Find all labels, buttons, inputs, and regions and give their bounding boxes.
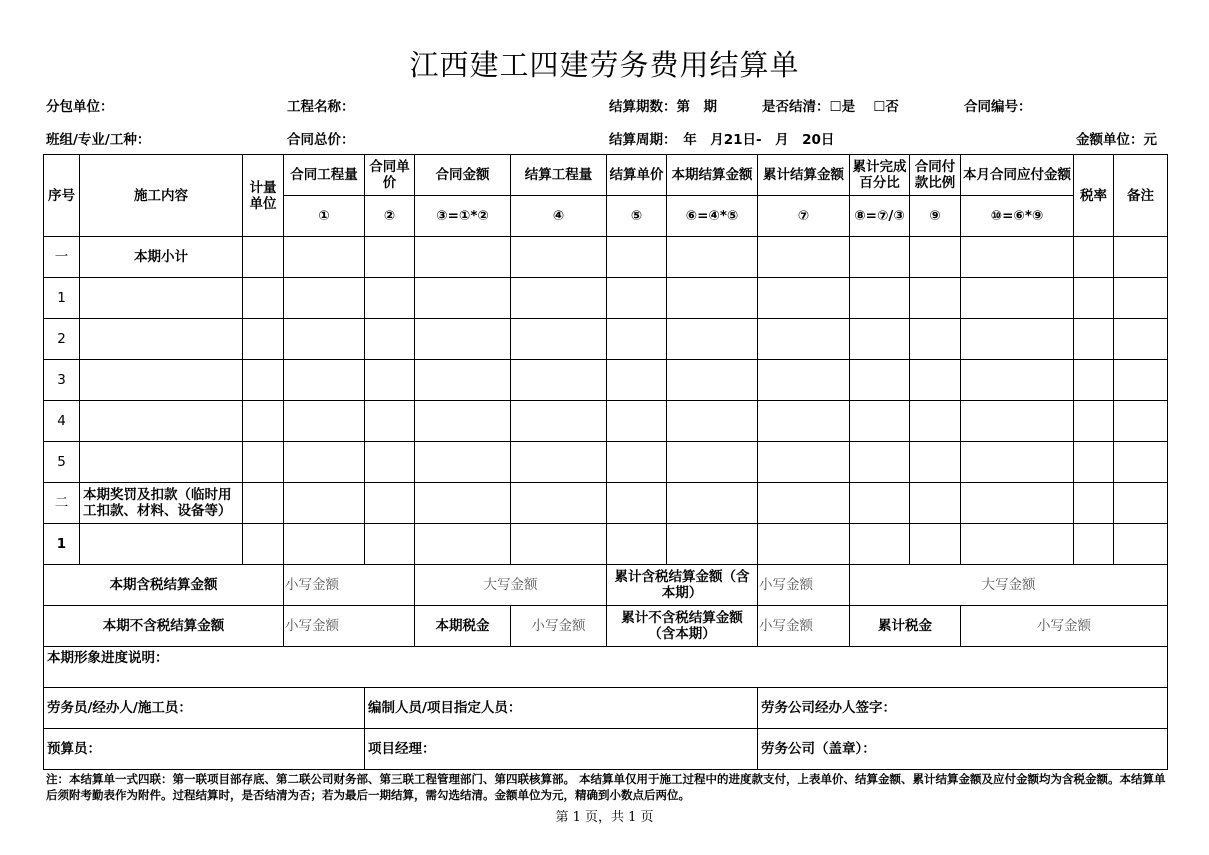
footnote: 注：本结算单一式四联：第一联项目部存底、第二联公司财务部、第三联工程管理部门、第四联核算部。 本结算单仅用于施工过程中的进度款支付，上表单价、结算金额、累计结算金额及应付金额均为含税金额。本结算单后须附考勤表作为附件。过程结算时，是否结清为否；若为最后一期结算，需勾选结清。金额单位为元，精确到小数点后两位。	[46, 772, 1166, 802]
formula-contract-amount: ③=①*②	[415, 196, 511, 237]
header-seq: 序号	[44, 155, 80, 237]
row-seq: 4	[44, 401, 80, 442]
formula-cum-pct: ⑧=⑦/③	[850, 196, 910, 237]
signature-row-2	[44, 729, 1168, 770]
cum-tax-label: 累计税金	[850, 606, 961, 647]
tax-incl-small-amount: 小写金额	[284, 565, 415, 606]
header-contract-amount: 合同金额	[415, 155, 511, 196]
formula-contract-price: ②	[365, 196, 415, 237]
project-name-label: 工程名称：	[287, 99, 355, 115]
cum-tax-small-amount: 小写金额	[961, 606, 1168, 647]
row-content: 本期奖罚及扣款（临时用工扣款、材料、设备等）	[80, 483, 243, 524]
formula-month-payable: ⑩=⑥*⑨	[961, 196, 1074, 237]
compiler-label: 编制人员/项目指定人员：	[365, 688, 758, 729]
row-content	[80, 401, 243, 442]
header-cum-amount: 累计结算金额	[758, 155, 850, 196]
team-label: 班组/专业/工种：	[46, 132, 151, 148]
row-content: 本期小计	[80, 237, 243, 278]
cum-tax-incl-big-amount: 大写金额	[850, 565, 1168, 606]
table-row	[44, 360, 1168, 401]
budget-staff-label: 预算员：	[44, 729, 365, 770]
labor-staff-label: 劳务员/经办人/施工员：	[44, 688, 365, 729]
header-cum-pct: 累计完成百分比	[850, 155, 910, 196]
header-content: 施工内容	[80, 155, 243, 237]
header-contract-price: 合同单价	[365, 155, 415, 196]
header-remark: 备注	[1114, 155, 1168, 237]
period-count-label: 结算期数：第 期	[609, 99, 717, 115]
table-row	[44, 237, 1168, 278]
header-month-payable: 本月合同应付金额	[961, 155, 1074, 196]
page-number: 第 1 页，共 1 页	[555, 810, 654, 825]
row-content	[80, 524, 243, 565]
project-manager-label: 项目经理：	[365, 729, 758, 770]
table-row	[44, 524, 1168, 565]
row-seq: 二	[44, 483, 80, 524]
formula-settle-price: ⑤	[607, 196, 667, 237]
subcontract-unit-label: 分包单位：	[46, 99, 114, 115]
table-row	[44, 483, 1168, 524]
table-row	[44, 442, 1168, 483]
row-seq: 5	[44, 442, 80, 483]
labor-company-seal-label: 劳务公司（盖章）：	[758, 729, 1168, 770]
formula-contract-qty: ①	[284, 196, 365, 237]
progress-row	[44, 647, 1168, 688]
header-pay-ratio: 合同付款比例	[910, 155, 961, 196]
table-row	[44, 401, 1168, 442]
progress-label: 本期形象进度说明：	[44, 647, 1168, 688]
tax-incl-label: 本期含税结算金额	[44, 565, 284, 606]
labor-company-handler-label: 劳务公司经办人签字：	[758, 688, 1168, 729]
header-contract-qty: 合同工程量	[284, 155, 365, 196]
formula-settle-qty: ④	[511, 196, 607, 237]
row-seq: 1	[44, 524, 80, 565]
tax-excl-small-amount: 小写金额	[284, 606, 415, 647]
document-title: 江西建工四建劳务费用结算单	[409, 48, 800, 82]
period-tax-small-amount: 小写金额	[511, 606, 607, 647]
table-row	[44, 278, 1168, 319]
row-seq: 一	[44, 237, 80, 278]
formula-period-amount: ⑥=④*⑤	[667, 196, 758, 237]
signature-row-1	[44, 688, 1168, 729]
row-content	[80, 442, 243, 483]
cum-tax-incl-label: 累计含税结算金额（含本期）	[607, 565, 758, 606]
cum-tax-incl-small-amount: 小写金额	[758, 565, 850, 606]
summary-row-tax-incl	[44, 565, 1168, 606]
contract-no-label: 合同编号：	[964, 99, 1032, 115]
header-unit: 计量单位	[243, 155, 284, 237]
header-settle-qty: 结算工程量	[511, 155, 607, 196]
row-seq: 2	[44, 319, 80, 360]
formula-pay-ratio: ⑨	[910, 196, 961, 237]
period-tax-label: 本期税金	[415, 606, 511, 647]
header-tax-rate: 税率	[1074, 155, 1114, 237]
cum-tax-excl-label: 累计不含税结算金额（含本期）	[607, 606, 758, 647]
settlement-table	[43, 154, 1168, 770]
header-period-amount: 本期结算金额	[667, 155, 758, 196]
currency-unit-label: 金额单位：元	[1076, 132, 1157, 148]
formula-cum-amount: ⑦	[758, 196, 850, 237]
header-settle-price: 结算单价	[607, 155, 667, 196]
table-row	[44, 319, 1168, 360]
settled-checkbox-label[interactable]: 是否结清：☐是 ☐否	[762, 99, 899, 115]
tax-excl-label: 本期不含税结算金额	[44, 606, 284, 647]
tax-incl-big-amount: 大写金额	[415, 565, 607, 606]
row-seq: 3	[44, 360, 80, 401]
row-content	[80, 360, 243, 401]
row-content	[80, 319, 243, 360]
contract-total-label: 合同总价：	[287, 132, 355, 148]
cum-tax-excl-small-amount: 小写金额	[758, 606, 850, 647]
row-seq: 1	[44, 278, 80, 319]
row-content	[80, 278, 243, 319]
period-range-label: 结算周期： 年 月21日- 月 20日	[609, 132, 835, 148]
summary-row-tax-excl	[44, 606, 1168, 647]
